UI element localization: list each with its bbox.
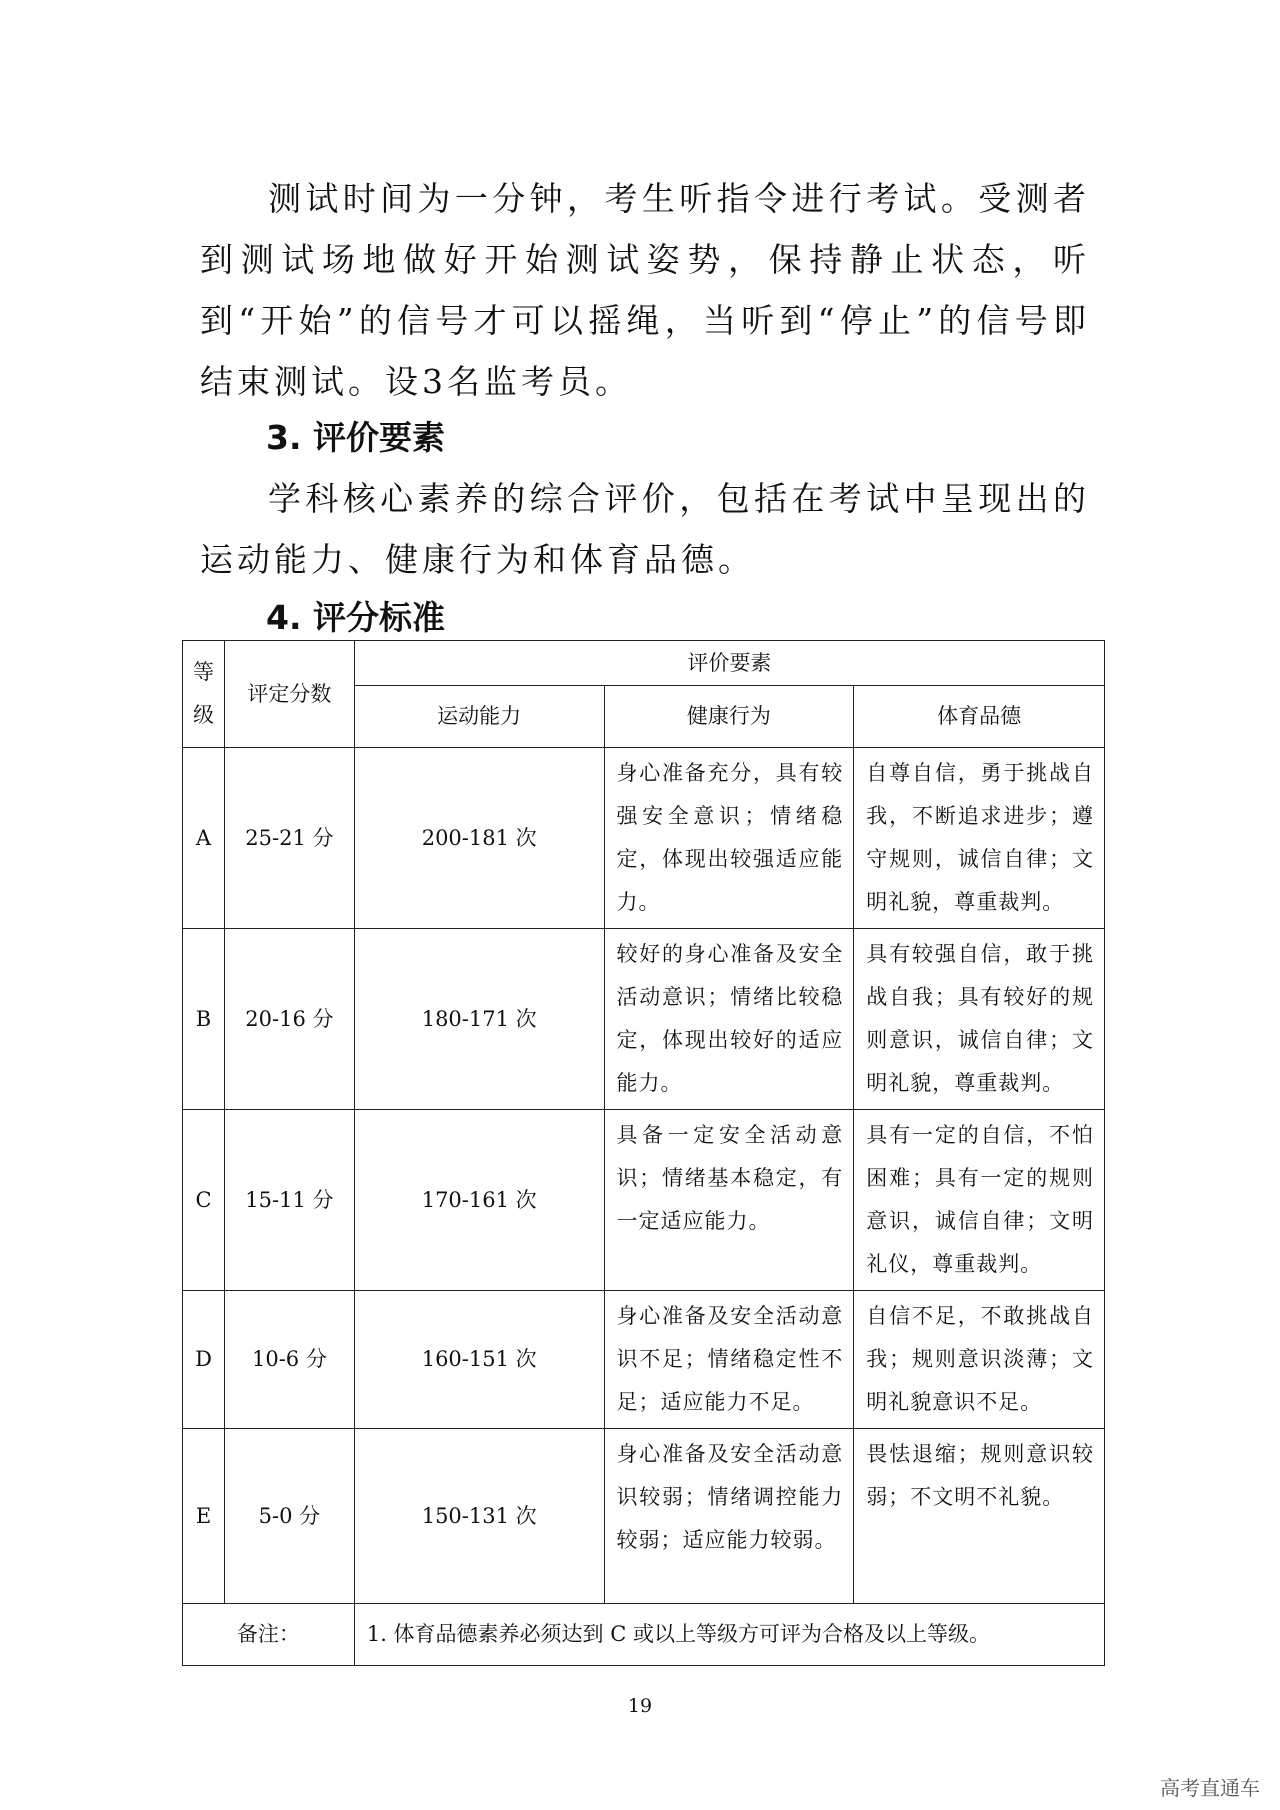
table-row (183, 748, 1105, 929)
score-cell: 25-21 分 (224, 748, 354, 929)
scoring-table (182, 640, 1105, 1666)
motor-cell: 170-161 次 (354, 1110, 604, 1291)
grade-header-line1: 等 (192, 660, 214, 684)
test-procedure-paragraph: 测试时间为一分钟，考生听指令进行考试。受测者到测试场地做好开始测试姿势，保持静止状态，听到“开始”的信号才可以摇绳，当听到“停止”的信号即结束测试。设3名监考员。 (200, 179, 1090, 401)
evaluation-elements-paragraph: 学科核心素养的综合评价，包括在考试中呈现出的运动能力、健康行为和体育品德。 (200, 479, 1090, 579)
score-cell: 10-6 分 (224, 1291, 354, 1429)
table-row (183, 929, 1105, 1110)
motor-header: 运动能力 (354, 686, 604, 748)
remark-label: 备注： (183, 1604, 355, 1666)
section-heading-evaluation-elements: 3. 评价要素 (266, 418, 445, 457)
grade-cell: E (183, 1429, 225, 1604)
table-row (183, 1429, 1105, 1604)
remark-text: 1. 体育品德素养必须达到 C 或以上等级方可评为合格及以上等级。 (354, 1604, 1104, 1666)
grade-cell: D (183, 1291, 225, 1429)
table-row (183, 1110, 1105, 1291)
ethics-cell: 自尊自信，勇于挑战自我，不断追求进步；遵守规则，诚信自律；文明礼貌，尊重裁判。 (854, 748, 1105, 929)
health-cell: 身心准备充分，具有较强安全意识；情绪稳定，体现出较强适应能力。 (604, 748, 854, 929)
remark-row (183, 1604, 1105, 1666)
page-number: 19 (627, 1695, 653, 1717)
ethics-cell: 具有较强自信，敢于挑战自我；具有较好的规则意识，诚信自律；文明礼貌，尊重裁判。 (854, 929, 1105, 1110)
motor-cell: 150-131 次 (354, 1429, 604, 1604)
grade-cell: A (183, 748, 225, 929)
elements-header: 评价要素 (354, 641, 1104, 686)
grade-cell: B (183, 929, 225, 1110)
table-header-row (183, 641, 1105, 686)
ethics-cell: 自信不足，不敢挑战自我；规则意识淡薄；文明礼貌意识不足。 (854, 1291, 1105, 1429)
ethics-header: 体育品德 (854, 686, 1105, 748)
grade-header-line2: 级 (192, 703, 214, 727)
motor-cell: 200-181 次 (354, 748, 604, 929)
section-heading-scoring-standard: 4. 评分标准 (266, 598, 445, 637)
health-cell: 较好的身心准备及安全活动意识；情绪比较稳定，体现出较好的适应能力。 (604, 929, 854, 1110)
health-cell: 身心准备及安全活动意识不足；情绪稳定性不足；适应能力不足。 (604, 1291, 854, 1429)
watermark-text: 高考直通车 (1160, 1776, 1260, 1800)
grade-header (183, 641, 225, 748)
health-cell: 身心准备及安全活动意识较弱；情绪调控能力较弱；适应能力较弱。 (604, 1429, 854, 1604)
score-cell: 20-16 分 (224, 929, 354, 1110)
motor-cell: 180-171 次 (354, 929, 604, 1110)
score-cell: 5-0 分 (224, 1429, 354, 1604)
score-cell: 15-11 分 (224, 1110, 354, 1291)
health-cell: 具备一定安全活动意识；情绪基本稳定，有一定适应能力。 (604, 1110, 854, 1291)
grade-cell: C (183, 1110, 225, 1291)
motor-cell: 160-151 次 (354, 1291, 604, 1429)
ethics-cell: 具有一定的自信，不怕困难；具有一定的规则意识，诚信自律；文明礼仪，尊重裁判。 (854, 1110, 1105, 1291)
ethics-cell: 畏怯退缩；规则意识较弱；不文明不礼貌。 (854, 1429, 1105, 1604)
table-row (183, 1291, 1105, 1429)
score-header: 评定分数 (224, 641, 354, 748)
health-header: 健康行为 (604, 686, 854, 748)
